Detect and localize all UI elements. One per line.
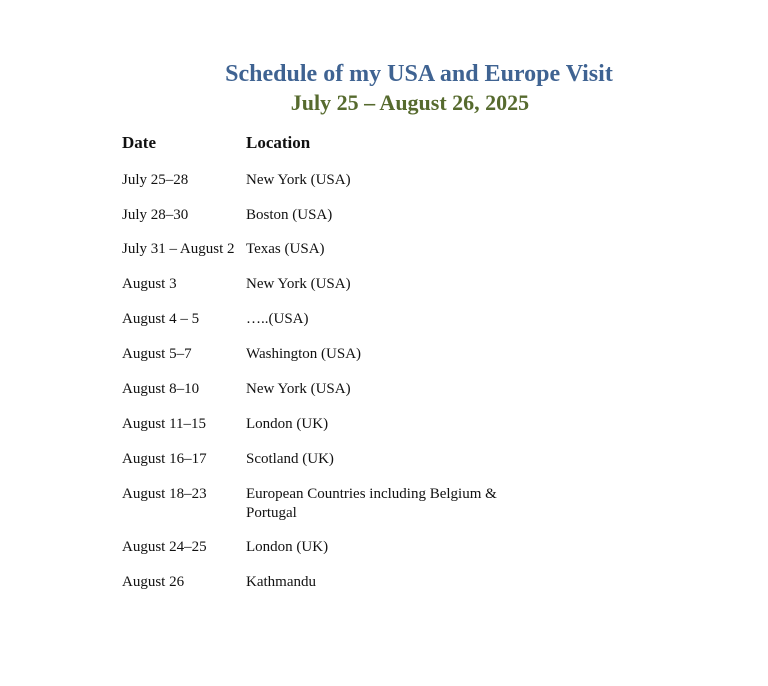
schedule-location: Washington (USA)	[246, 346, 362, 362]
schedule-date: August 3	[122, 276, 177, 292]
schedule-location: Kathmandu	[246, 574, 316, 590]
schedule-date: August 5–7	[122, 346, 192, 362]
schedule-location: …..(USA)	[246, 311, 309, 327]
schedule-location: London (UK)	[246, 539, 329, 555]
schedule-location: New York (USA)	[246, 172, 351, 188]
schedule-location: Texas (USA)	[246, 241, 325, 257]
schedule-date: August 4 – 5	[122, 311, 200, 327]
schedule-date: July 28–30	[122, 207, 189, 223]
document-title: Schedule of my USA and Europe Visit	[225, 61, 613, 87]
schedule-location: Scotland (UK)	[246, 451, 334, 467]
location-column-header: Location	[246, 133, 311, 152]
date-column-header: Date	[122, 133, 156, 152]
document-subtitle: July 25 – August 26, 2025	[290, 90, 530, 115]
schedule-location: New York (USA)	[246, 381, 351, 397]
schedule-location: European Countries including Belgium & Portugal	[246, 486, 497, 521]
schedule-date: August 26	[122, 574, 185, 590]
schedule-date: August 24–25	[122, 539, 207, 555]
schedule-date: August 8–10	[122, 381, 200, 397]
schedule-location: Boston (USA)	[246, 207, 333, 223]
schedule-date: August 11–15	[122, 416, 207, 432]
schedule-date: August 18–23	[122, 486, 207, 502]
schedule-date: July 25–28	[122, 172, 189, 188]
schedule-date: August 16–17	[122, 451, 207, 467]
schedule-location: New York (USA)	[246, 276, 351, 292]
schedule-location: London (UK)	[246, 416, 329, 432]
schedule-date: July 31 – August 2	[122, 241, 235, 257]
